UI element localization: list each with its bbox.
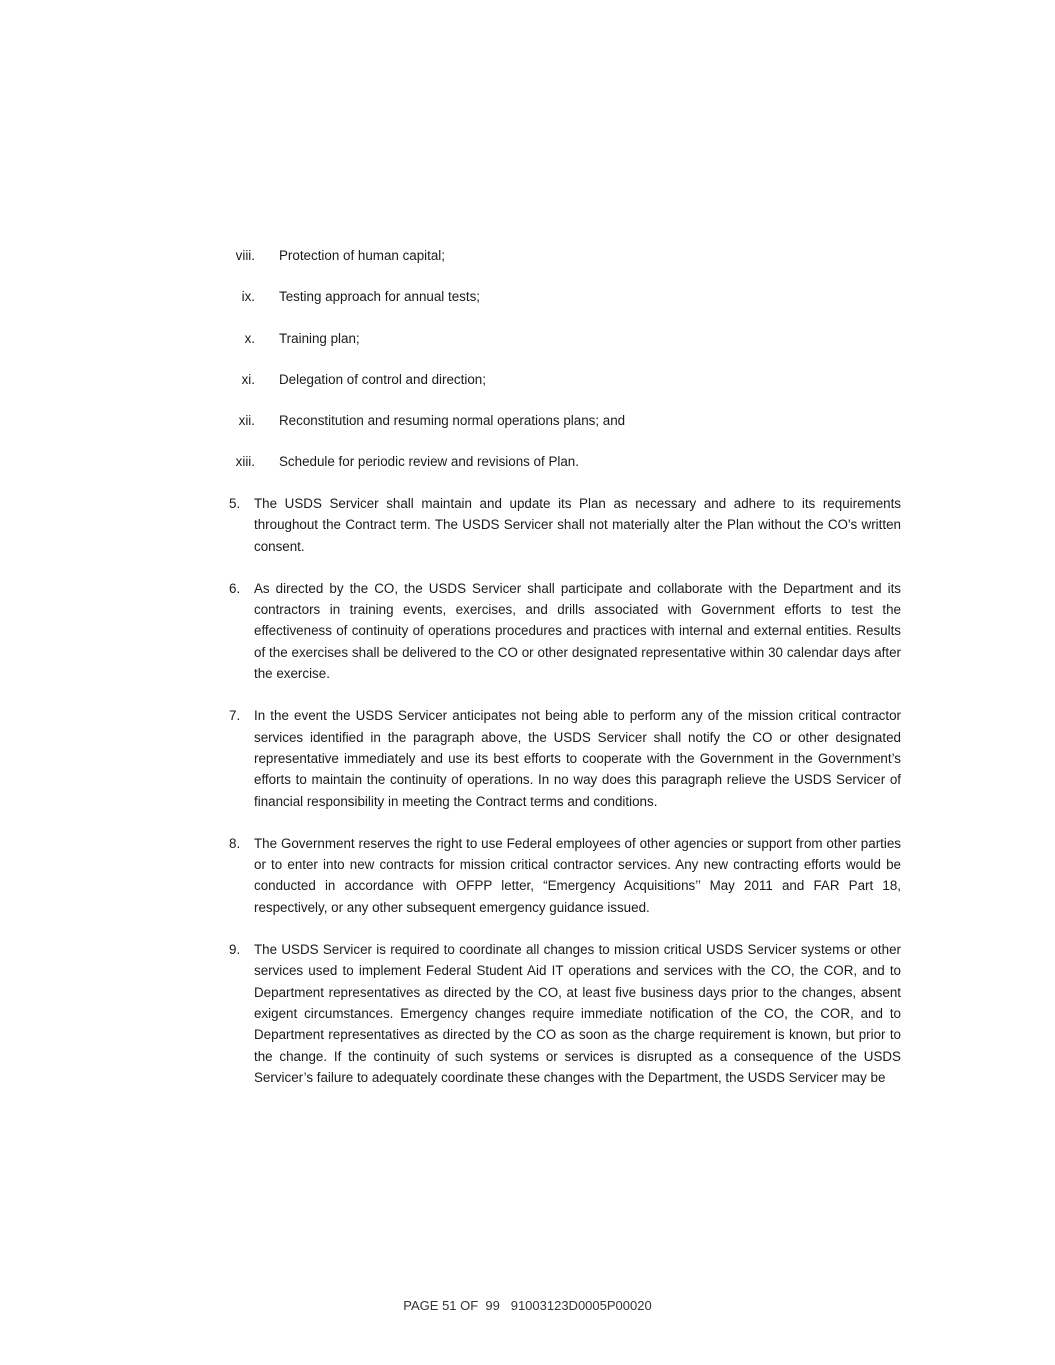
numbered-paragraph [0, 578, 1055, 684]
list-item-text: Schedule for periodic review and revisions of Plan. [279, 454, 579, 470]
paragraph-text: The Government reserves the right to use Federal employees of other agencies or support from other parties or to enter into new contracts for mission critical contractor services. Any new contracting efforts would be conducted in accordance with OFPP letter, “Emergency Acquisitions’’ May 2011 and FAR Part 18, respectively, or any other subsequent emergency guidance issued. [254, 835, 901, 915]
list-item [0, 245, 1055, 286]
roman-numeral-list [0, 245, 1055, 493]
list-item [0, 369, 1055, 410]
paragraph-number: 8. [229, 835, 241, 851]
list-item-number: viii. [235, 248, 255, 263]
paragraph-text: The USDS Servicer shall maintain and update its Plan as necessary and adhere to its requirements throughout the Contract term. The USDS Servicer shall not materially alter the Plan without the CO's written consent. [254, 496, 901, 554]
list-item [0, 451, 1055, 492]
list-item-text: Testing approach for annual tests; [279, 289, 480, 305]
paragraph-number: 9. [229, 942, 241, 958]
numbered-paragraph [0, 939, 1055, 1088]
paragraph-number: 6. [229, 580, 241, 596]
paragraph-text: In the event the USDS Servicer anticipates not being able to perform any of the mission critical contractor services identified in the paragraph above, the USDS Servicer shall notify the CO or other designated representative immediately and use its best efforts to cooperate with the Government in the Government’s efforts to maintain the continuity of operations. In no way does this paragraph relieve the USDS Servicer of financial responsibility in meeting the Contract terms and conditions. [254, 708, 901, 809]
paragraph-text: The USDS Servicer is required to coordinate all changes to mission critical USDS Servicer systems or other services used to implement Federal Student Aid IT operations and services with the CO, the COR, and to Department representatives as directed by the CO, at least five business days prior to the changes, absent exigent circumstances. Emergency changes require immediate notification of the CO, the COR, and to Department representatives as directed by the CO as soon as the charge requirement is known, but prior to the change. If the continuity of such systems or services is disrupted as a consequence of the USDS Servicer’s failure to adequately coordinate these changes with the Department, the USDS Servicer may be [254, 942, 901, 1085]
paragraph-number: 5. [229, 496, 241, 511]
list-item-number: xiii. [235, 454, 255, 470]
numbered-paragraph [0, 833, 1055, 918]
list-item-text: Training plan; [279, 330, 360, 346]
list-item [0, 286, 1055, 327]
numbered-paragraph [0, 493, 1055, 557]
list-item [0, 328, 1055, 369]
numbered-paragraph [0, 705, 1055, 811]
paragraph-text: As directed by the CO, the USDS Servicer shall participate and collaborate with the Department and its contractors in training events, exercises, and drills associated with Government efforts to test the effectiveness of continuity of operations procedures and practices with internal and external entities. Results of the exercises shall be delivered to the CO or other designated representative within 30 calendar days after the exercise. [254, 580, 901, 682]
list-item-text: Reconstitution and resuming normal operations plans; and [279, 413, 626, 429]
page-footer: PAGE 51 OF 99 91003123D0005P00020 [403, 1298, 652, 1313]
paragraph-number: 7. [229, 708, 241, 724]
list-item-number: ix. [241, 289, 255, 305]
list-item-text: Protection of human capital; [279, 248, 445, 263]
list-item-number: xi. [241, 371, 255, 387]
list-item-number: xii. [238, 413, 255, 429]
list-item-text: Delegation of control and direction; [279, 371, 486, 387]
numbered-list [0, 493, 1055, 1109]
list-item [0, 410, 1055, 451]
list-item-number: x. [244, 330, 255, 346]
